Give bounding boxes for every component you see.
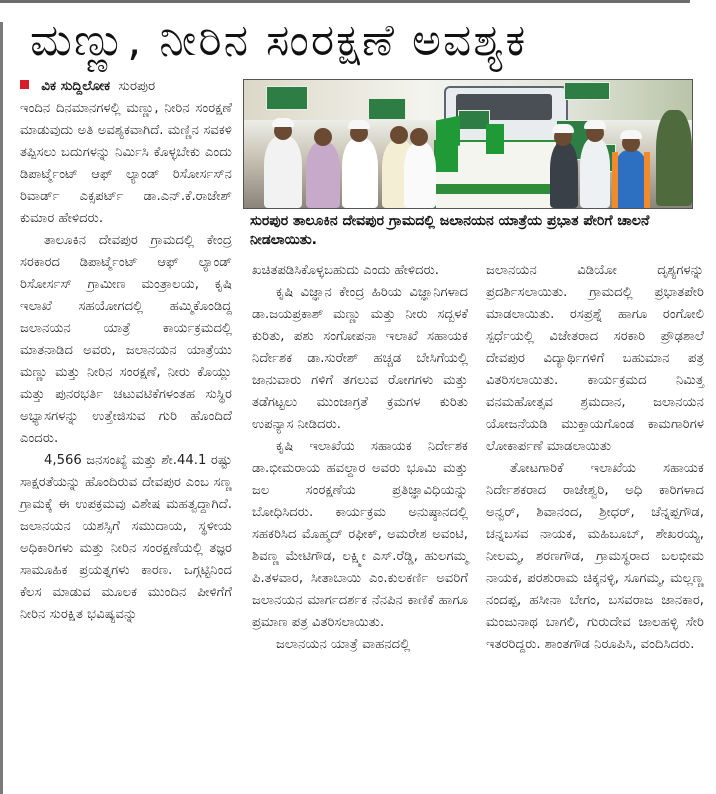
photo-banner-stripe [436, 184, 554, 194]
photo-person [404, 142, 436, 208]
article-column-2 [252, 260, 468, 656]
photo-vehicle-right [656, 110, 692, 206]
photo-cap [552, 124, 574, 133]
photo-person [264, 136, 302, 208]
byline-source: ವಿಕ ಸುದ್ದಿಲೋಕ [41, 78, 111, 94]
red-square-bullet-icon [20, 80, 29, 89]
left-border-rule [0, 22, 3, 794]
top-border-rule [0, 0, 690, 3]
photo-person-head [314, 128, 332, 146]
photo-placard [266, 86, 308, 110]
photo-cap [584, 120, 606, 129]
photo-cap [620, 130, 642, 139]
paragraph: ಕೃಷಿ ಇಲಾಖೆಯ ಸಹಾಯಕ ನಿರ್ದೇಶಕ ಡಾ.ಭೀಮರಾಯ ಹವಲ್ದಾರ ಅವರು ಭೂಮಿ ಮತ್ತು ಜಲ ಸಂರಕ್ಷಣೆಯ ಪ್ರತಿಜ್ಞಾವಿಧಿಯನ್ನು ಬೋಧಿಸಿದರು. ಕಾರ್ಯಕ್ರಮ ಅನುಷ್ಠಾನದಲ್ಲಿ ಸಹಕರಿಸಿದ ಮೊಹ್ಮದ್ ರಫೀಕ್, ಅಮರೇಶ ಅವಂಟಿ, ಶಿವಣ್ಣ ಮೇಟಿಗೌಡ, ಲಕ್ಷ್ಮೀ ಎಸ್.ರೆಡ್ಡಿ, ಹುಲಗಮ್ಮ ಪಿ.ತಳವಾರ, ಸೀತಾಬಾಯಿ ಎಂ.ಕುಲಕರ್ಣಿ ಅವರಿಗೆ ಜಲಾನಯನ ಮಾರ್ಗದರ್ಶಕ ನೆನಪಿನ ಕಾಣಿಕೆ ಹಾಗೂ ಪ್ರಮಾಣ ಪತ್ರ ವಿತರಿಸಲಾಯಿತು. [252, 439, 468, 630]
paragraph: ಜಲಾನಯನ ಯಾತ್ರೆ ವಾಹನದಲ್ಲಿ [276, 637, 411, 652]
photo-person-head [390, 126, 408, 144]
photo-green-flag [436, 146, 458, 172]
photo-cap [272, 118, 294, 127]
byline-place: ಸುರಪುರ [118, 78, 156, 94]
article-column-1 [20, 98, 232, 626]
photo-cap [348, 120, 370, 129]
photo-caption: ಸುರಪುರ ತಾಲೂಕಿನ ದೇವಪುರ ಗ್ರಾಮದಲ್ಲಿ ಜಲಾನಯನ ಯಾತ್ರೆಯ ಪ್ರಭಾತ ಪೇರಿಗೆ ಚಾಲನೆ ನೀಡಲಾಯಿತು. [250, 213, 650, 248]
photo-person [550, 142, 578, 208]
news-photo [243, 79, 693, 209]
photo-person-head [410, 128, 428, 146]
paragraph: ತೋಟಗಾರಿಕೆ ಇಲಾಖೆಯ ಸಹಾಯಕ ನಿರ್ದೇಶಕರಾದ ರಾಜೇಶ್ವರಿ, ಅಧಿ ಕಾರಿಗಳಾದ ಅನ್ವರ್, ಶಿವಾನಂದ, ಶ್ರೀಧರ್, ಚೆನ್ನಪ್ಪಗೌಡ, ಚನ್ನಬಸವ ನಾಯಕ, ಮಹಿಬೂಬ್, ಶೇಖರಯ್ಯ, ನೀಲಮ್ಮ, ಶರಣಗೌಡ, ಗ್ರಾಮಸ್ಥರಾದ ಬಲಭೀಮ ನಾಯಕ, ಪರಶುರಾಮ ಚಿಕ್ಕನಳ್ಳಿ, ಸೂಗಮ್ಮ, ಮಲ್ಲಣ್ಣ ನಂದಪ್ಪ, ಹಸೀನಾ ಬೇಗಂ, ಬಸವರಾಜ ಜಾನಕಾರ, ಮಂಜುನಾಥ ಬಾಗಲಿ, ಗುರುದೇವ ಜಾಲಹಳ್ಳಿ ಸೇರಿ ಇತರರಿದ್ದರು. ಶಾಂತಗೌಡ ನಿರೂಪಿಸಿ, ವಂದಿಸಿದರು. [486, 461, 704, 652]
headline: ಮಣ್ಣು, ನೀರಿನ ಸಂರಕ್ಷಣೆ ಅವಶ್ಯಕ [30, 15, 528, 66]
paragraph: ಇಂದಿನ ದಿನಮಾನಗಳಲ್ಲಿ ಮಣ್ಣು, ನೀರಿನ ಸಂರಕ್ಷಣೆ ಮಾಡುವುದು ಅತಿ ಅವಶ್ಯಕವಾಗಿದೆ. ಮಣ್ಣಿನ ಸವಕಳಿ ತಪ್ಪಿಸಲು ಬದುಗಳನ್ನು ನಿರ್ಮಿಸಿ ಕೊಳ್ಳಬೇಕು ಎಂದು ಡಿಪಾರ್ಟ್ಮೆಂಟ್ ಆಫ್ ಲ್ಯಾಂಡ್ ರಿಸೋರ್ಸಸ್‌ನ ರಿವಾರ್ಡ್ ಎಕ್ಸಪರ್ಟ್ ಡಾ.ಎನ್.ಕೆ.ರಾಜೇಶ್ ಕುಮಾರ ಹೇಳಿದರು. [20, 101, 232, 226]
paragraph: ಖಚಿತಪಡಿಸಿಕೊಳ್ಳಬಹುದು ಎಂದು ಹೇಳಿದರು. [252, 263, 439, 278]
paragraph: ಕೃಷಿ ವಿಜ್ಞಾನ ಕೇಂದ್ರ ಹಿರಿಯ ವಿಜ್ಞಾನಿಗಳಾದ ಡಾ.ಜಯಪ್ರಕಾಶ್ ಮಣ್ಣು ಮತ್ತು ನೀರು ಸದ್ಬಳಕೆ ಕುರಿತು, ಪಶು ಸಂಗೋಪನಾ ಇಲಾಖೆ ಸಹಾಯಕ ನಿರ್ದೇಶಕ ಡಾ.ಸುರೇಶ್ ಹಚ್ಚಡ ಬೇಸಿಗೆಯಲ್ಲಿ ಜಾನುವಾರು ಗಳಿಗೆ ತಗಲುವ ರೋಗಗಳು ಮತ್ತು ತಡೆಗಟ್ಟಲು ಮುಂಜಾಗ್ರತೆ ಕ್ರಮಗಳ ಕುರಿತು ಉಪನ್ಯಾಸ ನೀಡಿದರು. [252, 285, 468, 432]
photo-dupatta [612, 152, 650, 208]
paragraph: ತಾಲೂಕಿನ ದೇವಪುರ ಗ್ರಾಮದಲ್ಲಿ ಕೇಂದ್ರ ಸರಕಾರದ ಡಿಪಾರ್ಟ್ಮೆಂಟ್ ಆಫ್ ಲ್ಯಾಂಡ್ ರಿಸೋರ್ಸಸ್ ಗ್ರಾಮೀಣ ಮಂತ್ರಾಲಯ, ಕೃಷಿ ಇಲಾಖೆ ಸಹಯೋಗದಲ್ಲಿ ಹಮ್ಮಿಕೊಂಡಿದ್ದ ಜಲಾನಯನ ಯಾತ್ರೆ ಕಾರ್ಯಕ್ರಮದಲ್ಲಿ ಮಾತನಾಡಿದ ಅವರು, ಜಲಾನಯನ ಯಾತ್ರೆಯು ಮಣ್ಣು ಮತ್ತು ನೀರಿನ ಸಂರಕ್ಷಣೆ, ನೀರು ಕೊಯ್ಲು ಮತ್ತು ಪುನರಭರ್ತಿ ಚಟುವಟಿಕೆಗಳಂತಹ ಸುಸ್ಥಿರ ಅಭ್ಯಾಸಗಳನ್ನು ಉತ್ತೇಜಿಸುವ ಗುರಿ ಹೊಂದಿದೆ ಎಂದರು. [20, 233, 232, 446]
photo-person [306, 142, 340, 208]
paragraph: ಜಲಾನಯನ ವಿಡಿಯೋ ದೃಶ್ಯಗಳನ್ನು ಪ್ರದರ್ಶಿಸಲಾಯಿತು. ಗ್ರಾಮದಲ್ಲಿ ಪ್ರಭಾತಪೇರಿ ಮಾಡಲಾಯಿತು. ರಸಪ್ರಶ್ನೆ ಹಾಗೂ ರಂಗೋಲಿ ಸ್ಪರ್ಧೆಯಲ್ಲಿ ವಿಜೇತರಾದ ಸರಕಾರಿ ಪ್ರೌಢಶಾಲೆ ದೇವಪುರ ವಿದ್ಯಾರ್ಥಿಗಳಿಗೆ ಬಹುಮಾನ ಪತ್ರ ವಿತರಿಸಲಾಯಿತು. ಕಾರ್ಯಕ್ರಮದ ನಿಮಿತ್ತ ವನಮಹೋತ್ಸವ ಶ್ರಮದಾನ, ಜಲಾನಯನ ಯೋಜನೆಯಡಿ ಮುಕ್ತಾಯಗೊಂಡ ಕಾಮಗಾರಿಗಳ ಲೋಕಾರ್ಪಣೆ ಮಾಡಲಾಯಿತು [486, 263, 704, 454]
article-column-3 [486, 260, 704, 656]
photo-green-flag [486, 124, 504, 154]
byline [20, 76, 155, 96]
photo-placard [368, 98, 406, 120]
photo-person [580, 138, 610, 208]
photo-placard [564, 82, 610, 100]
photo-person [342, 138, 378, 208]
paragraph: 4,566 ಜನಸಂಖ್ಯೆ ಮತ್ತು ಶೇ.44.1 ರಷ್ಟು ಸಾಕ್ಷರತೆಯನ್ನು ಹೊಂದಿರುವ ದೇವಪುರ ಎಂಬ ಸಣ್ಣ ಗ್ರಾಮಕ್ಕೆ ಈ ಉಪಕ್ರಮವು ವಿಶೇಷ ಮಹತ್ವದ್ದಾಗಿದೆ. ಜಲಾನಯನ ಯಶಸ್ಸಿಗೆ ಸಮುದಾಯ, ಸ್ಥಳೀಯ ಅಧಿಕಾರಿಗಳು ಮತ್ತು ನೀರಿನ ಸಂರಕ್ಷಣೆಯಲ್ಲಿ ತಜ್ಞರ ಸಾಮೂಹಿಕ ಪ್ರಯತ್ನಗಳು ಕಾರಣ. ಒಗ್ಗಟ್ಟಿನಿಂದ ಕೆಲಸ ಮಾಡುವ ಮೂಲಕ ಮುಂದಿನ ಪೀಳಿಗೆಗೆ ನೀರಿನ ಸುರಕ್ಷಿತ ಭವಿಷ್ಯವನ್ನು [20, 453, 232, 622]
